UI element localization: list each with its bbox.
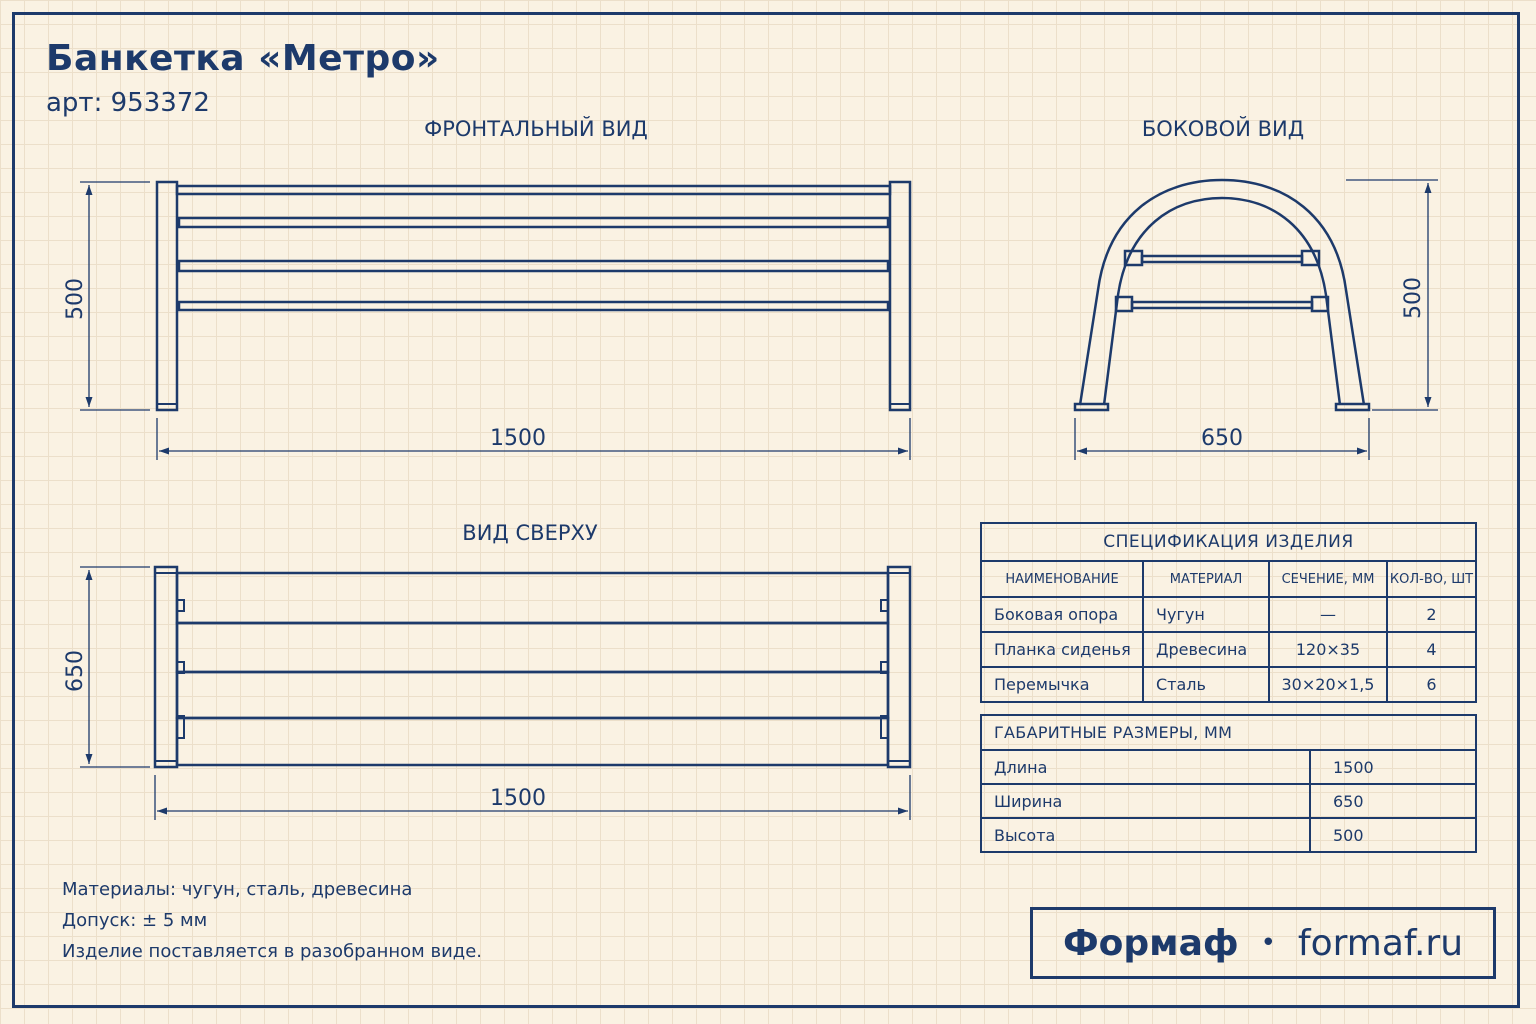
front-view-label: ФРОНТАЛЬНЫЙ ВИД [424, 117, 648, 141]
brand-site[interactable]: formaf.ru [1297, 922, 1464, 964]
note-materials: Материалы: чугун, сталь, древесина [62, 879, 413, 900]
notes-block [62, 874, 482, 967]
spec-col-material: МАТЕРИАЛ [1143, 561, 1269, 597]
table-row [981, 632, 1476, 667]
spec-caption: СПЕЦИФИКАЦИЯ ИЗДЕЛИЯ [981, 523, 1476, 561]
side-slat-lower [1132, 302, 1312, 308]
top-slat-3 [177, 672, 888, 718]
spec-name: Перемычка [981, 667, 1143, 702]
specification-table [980, 522, 1477, 703]
top-slat-1 [177, 573, 888, 623]
side-foot-right [1336, 404, 1369, 410]
top-width-dimension: 650 [63, 650, 88, 692]
overall-label: Высота [981, 818, 1310, 852]
table-row [981, 784, 1476, 818]
spec-name: Планка сиденья [981, 632, 1143, 667]
spec-name: Боковая опора [981, 597, 1143, 632]
top-view-label: ВИД СВЕРХУ [462, 521, 598, 545]
note-tolerance: Допуск: ± 5 мм [62, 910, 208, 931]
side-dimensions [1075, 180, 1438, 460]
spec-col-qty: КОЛ-ВО, ШТ [1387, 561, 1476, 597]
spec-qty: 2 [1387, 597, 1476, 632]
side-frame-outer [1080, 180, 1364, 405]
overall-label: Ширина [981, 784, 1310, 818]
spec-col-name: НАИМЕНОВАНИЕ [981, 561, 1143, 597]
top-view [155, 567, 910, 767]
side-width-dimension: 650 [1201, 426, 1243, 451]
front-slat-3 [179, 302, 888, 310]
product-title: Банкетка «Метро» [46, 38, 440, 79]
front-slat-2 [179, 261, 888, 271]
brand-separator: • [1260, 928, 1276, 958]
top-slat-2 [177, 623, 888, 672]
front-top-rail [177, 186, 890, 194]
spec-material: Сталь [1143, 667, 1269, 702]
front-dimensions [80, 182, 910, 460]
overall-value: 500 [1310, 818, 1476, 852]
spec-section: 120×35 [1269, 632, 1387, 667]
front-view [157, 182, 910, 410]
table-row [981, 818, 1476, 852]
top-right-support [888, 567, 910, 767]
side-view-label: БОКОВОЙ ВИД [1141, 117, 1305, 141]
spec-qty: 4 [1387, 632, 1476, 667]
brand-box [1030, 907, 1496, 979]
product-article: арт: 953372 [46, 88, 210, 118]
overall-value: 650 [1310, 784, 1476, 818]
table-row [981, 667, 1476, 702]
note-delivery: Изделие поставляется в разобранном виде. [62, 941, 483, 962]
overall-dimensions-table [980, 714, 1477, 853]
side-foot-left [1075, 404, 1108, 410]
front-length-dimension: 1500 [490, 426, 546, 451]
front-slat-1 [179, 218, 888, 227]
overall-caption: ГАБАРИТНЫЕ РАЗМЕРЫ, ММ [981, 715, 1476, 750]
spec-material: Древесина [1143, 632, 1269, 667]
spec-section: 30×20×1,5 [1269, 667, 1387, 702]
top-length-dimension: 1500 [490, 786, 546, 811]
spec-col-section: СЕЧЕНИЕ, ММ [1269, 561, 1387, 597]
overall-value: 1500 [1310, 750, 1476, 784]
table-row [981, 597, 1476, 632]
side-view [1075, 180, 1369, 410]
front-right-leg [890, 182, 910, 410]
spec-qty: 6 [1387, 667, 1476, 702]
front-left-leg [157, 182, 177, 410]
table-row [981, 750, 1476, 784]
top-dimensions [80, 567, 910, 820]
side-height-dimension: 500 [1401, 277, 1426, 319]
top-slat-4 [177, 718, 888, 765]
side-slat-upper [1142, 256, 1302, 262]
front-height-dimension: 500 [63, 278, 88, 320]
spec-section: — [1269, 597, 1387, 632]
spec-material: Чугун [1143, 597, 1269, 632]
top-left-support [155, 567, 177, 767]
brand-name: Формаф [1062, 922, 1239, 964]
overall-label: Длина [981, 750, 1310, 784]
